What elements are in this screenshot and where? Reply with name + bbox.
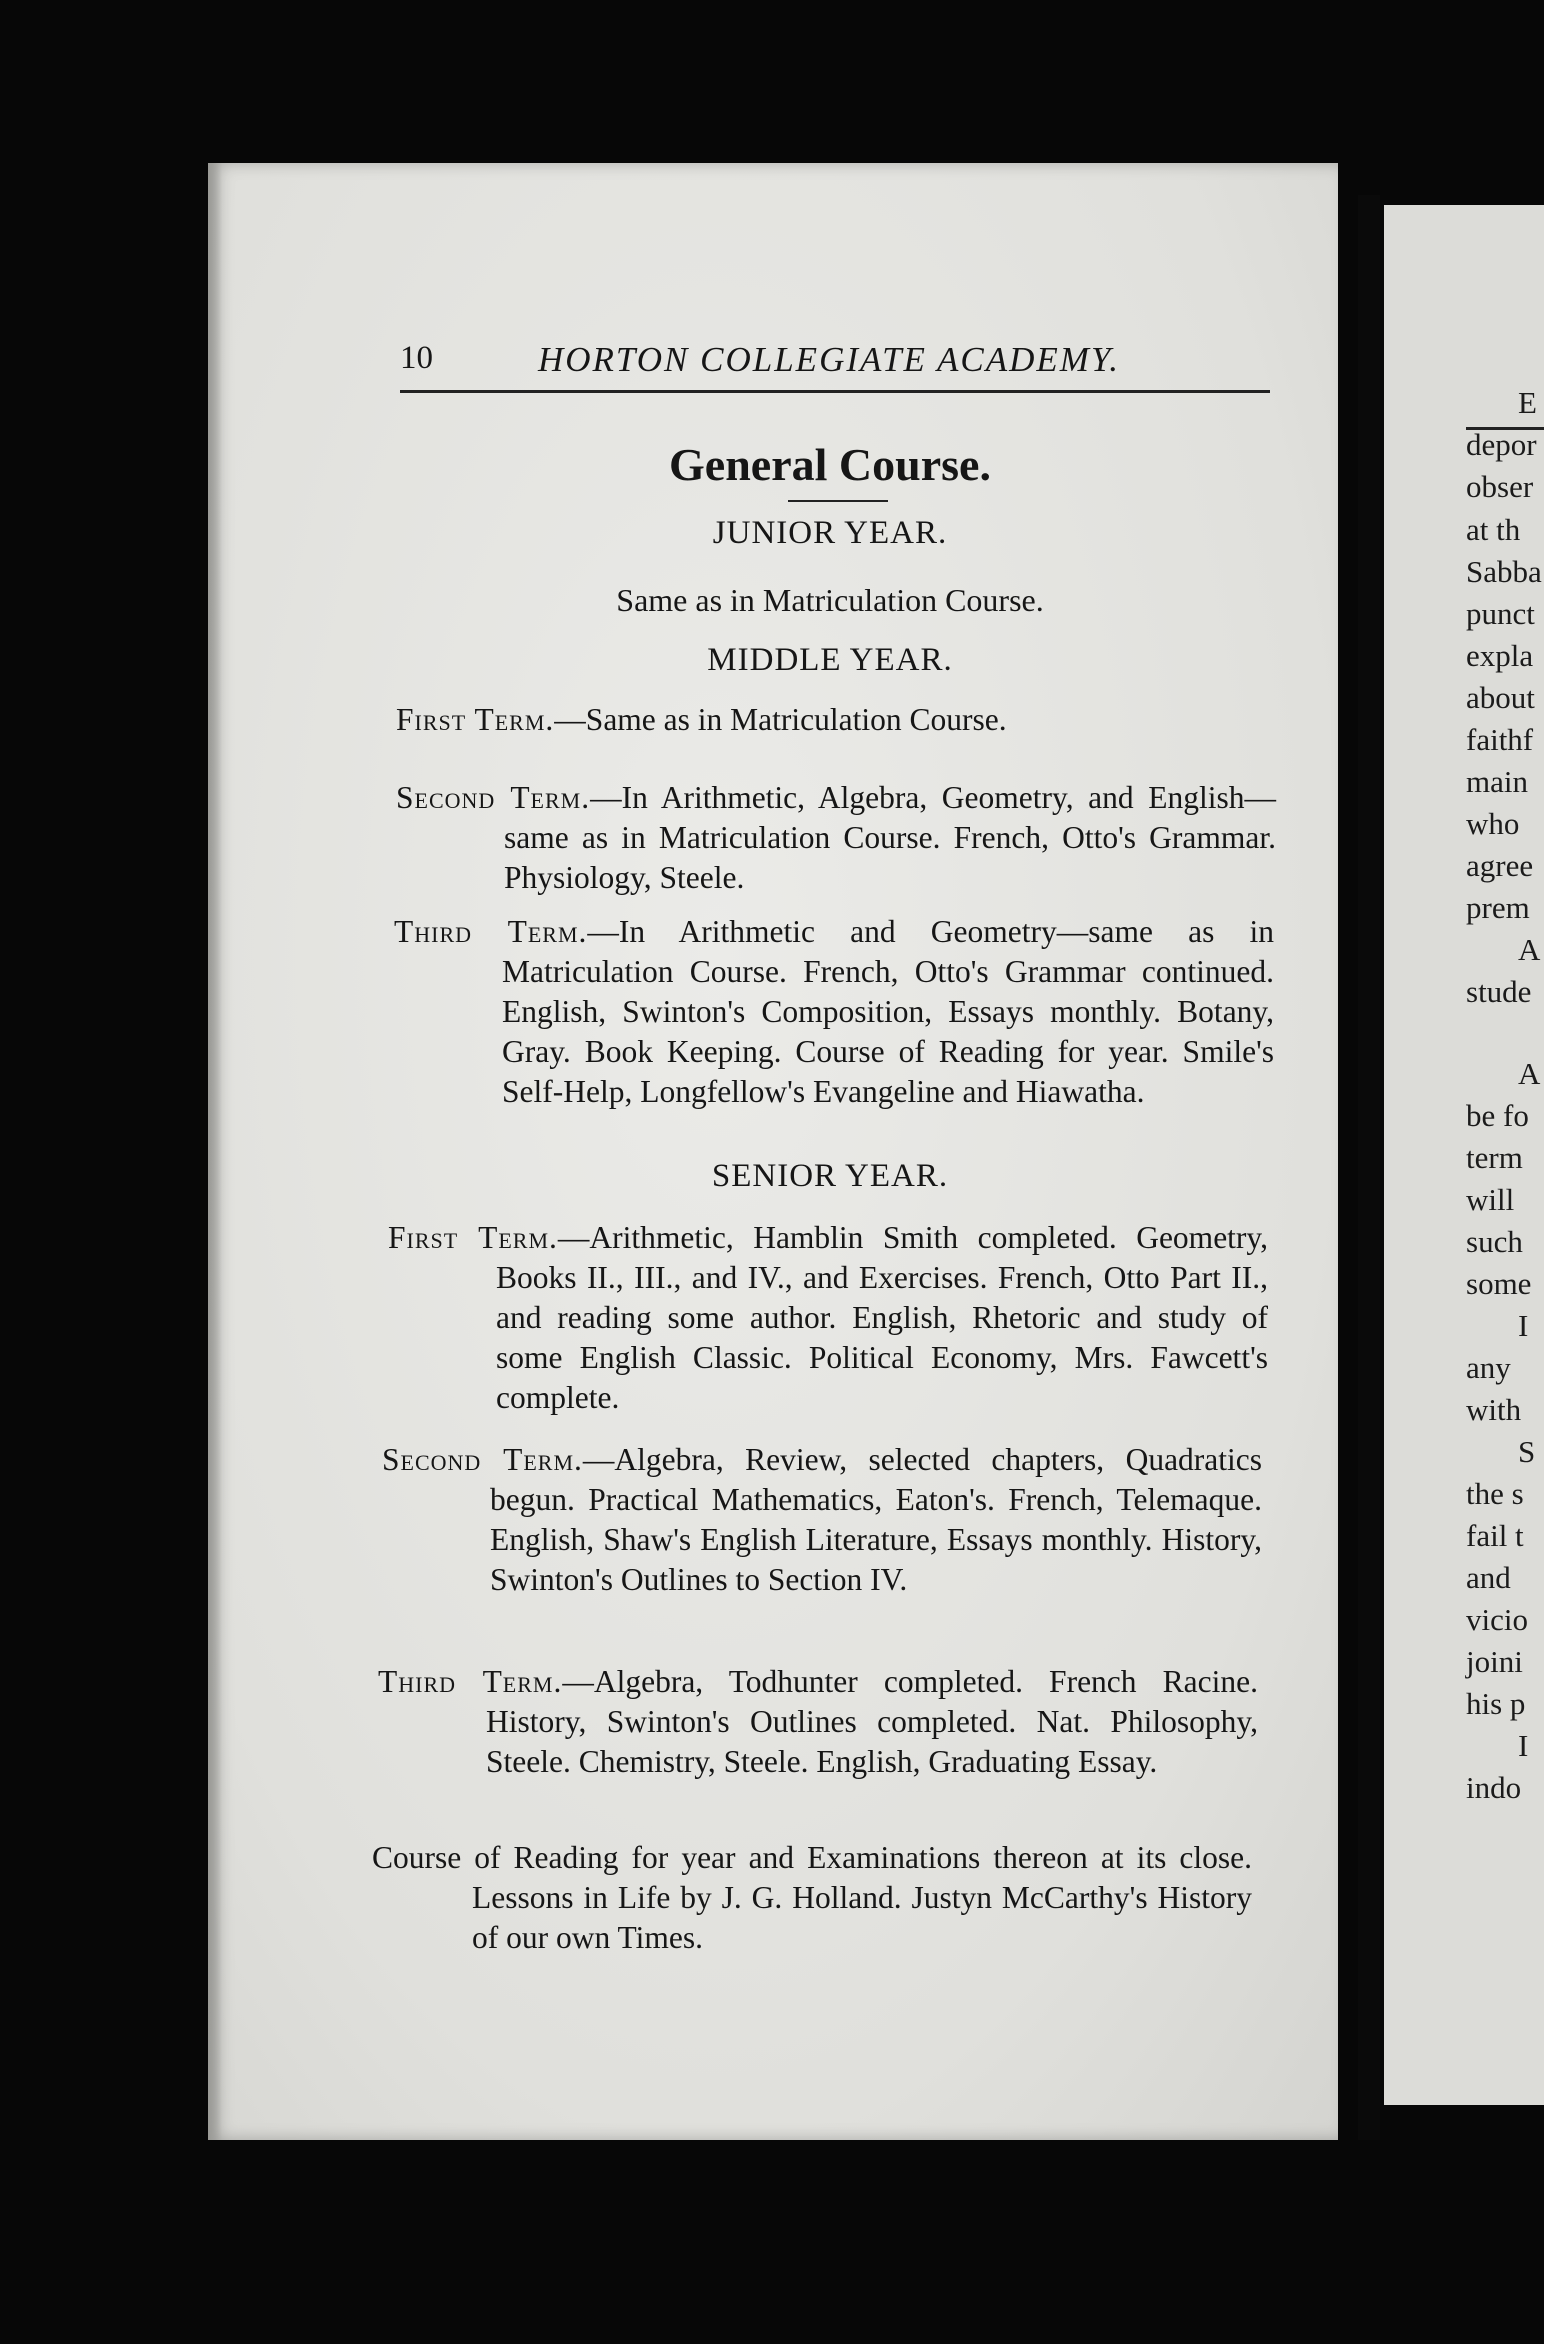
facing-page-fragment: main (1466, 764, 1528, 799)
facing-page-fragment: such (1466, 1224, 1523, 1259)
senior-first-term (388, 1218, 1268, 1418)
junior-year-text: Same as in Matriculation Course. (616, 582, 1044, 618)
term-text: —Algebra, Review, selected chapters, Quadratics begun. Practical Mathematics, Eaton's. French, Telemaque. English, Shaw's English Literature, Essays monthly. History, Swinton's Outlines to Section IV. (490, 1442, 1263, 1597)
term-text: —In Arithmetic, Algebra, Geometry, and English—same as in Matriculation Course. French, Otto's Grammar. Physiology, Steele. (504, 780, 1276, 895)
facing-page (1384, 205, 1544, 2105)
facing-page-fragment: S (1518, 1434, 1536, 1469)
title-rule (788, 500, 888, 502)
facing-page-fragment: expla (1466, 638, 1534, 673)
header-rule (400, 390, 1270, 393)
facing-page-fragment: fail t (1466, 1518, 1524, 1553)
term-label: Second Term. (382, 1442, 583, 1477)
term-label: First Term. (396, 702, 555, 737)
middle-second-term (396, 778, 1276, 898)
facing-page-fragment: obser (1466, 469, 1534, 504)
page-number: 10 (400, 340, 433, 376)
facing-page-fragment: agree (1466, 848, 1534, 883)
facing-page-fragment: A (1518, 932, 1541, 967)
junior-year-heading: JUNIOR YEAR. (712, 515, 948, 551)
term-label: Third Term. (394, 914, 588, 949)
term-label: Third Term. (378, 1664, 563, 1699)
facing-page-fragment: Sabba (1466, 554, 1542, 589)
facing-page-fragment: at th (1466, 512, 1521, 547)
facing-page-fragment: some (1466, 1266, 1532, 1301)
facing-page-fragment: any (1466, 1350, 1511, 1385)
facing-page-fragment: E (1518, 385, 1537, 420)
facing-page-fragment: I (1518, 1728, 1529, 1763)
facing-page-fragment: be fo (1466, 1098, 1529, 1133)
term-text: —Arithmetic, Hamblin Smith completed. Geometry, Books II., III., and IV., and Exercises. French, Otto Part II., and reading some author. English, Rhetoric and study of some English Classic. Political Economy, Mrs. Fawcett's complete. (496, 1220, 1268, 1415)
term-text: —In Arithmetic and Geometry—same as in Matriculation Course. French, Otto's Grammar continued. English, Swinton's Composition, Essays monthly. Botany, Gray. Book Keeping. Course of Reading for year. Smile's Self-Help, Longfellow's Evangeline and Hiawatha. (502, 914, 1274, 1109)
closing-reading: Course of Reading for year and Examinations thereon at its close. Lessons in Life by J. G. Holland. Justyn McCarthy's History of our own Times. (372, 1840, 1252, 1955)
facing-page-fragment: with (1466, 1392, 1522, 1427)
facing-page-fragment: about (1466, 680, 1535, 715)
facing-page-fragment: stude (1466, 974, 1532, 1009)
term-label: First Term. (388, 1220, 558, 1255)
facing-page-fragment: depor (1466, 427, 1537, 462)
facing-page-fragment: will (1466, 1182, 1515, 1217)
facing-page-fragment: and (1466, 1560, 1511, 1595)
term-label: Second Term. (396, 780, 591, 815)
facing-page-fragment: faithf (1466, 722, 1534, 757)
middle-year-heading: MIDDLE YEAR. (707, 642, 953, 678)
facing-page-fragment: punct (1466, 596, 1535, 631)
running-title: HORTON COLLEGIATE ACADEMY. (538, 340, 1120, 379)
facing-page-fragment: joini (1466, 1644, 1523, 1679)
facing-page-fragment: term (1466, 1140, 1523, 1175)
term-text: —Algebra, Todhunter completed. French Racine. History, Swinton's Outlines completed. Nat. Philosophy, Steele. Chemistry, Steele. English, Graduating Essay. (486, 1664, 1258, 1779)
senior-third-term (378, 1662, 1258, 1782)
middle-third-term (394, 912, 1274, 1112)
facing-page-fragment: who (1466, 806, 1520, 841)
facing-page-fragment: indo (1466, 1770, 1522, 1805)
term-text: —Same as in Matriculation Course. (554, 702, 1007, 737)
page-gutter (1358, 195, 1380, 2140)
running-head (400, 332, 1270, 412)
facing-page-fragment: A (1518, 1056, 1541, 1091)
facing-page-fragment: the s (1466, 1476, 1524, 1511)
senior-year-heading: SENIOR YEAR. (711, 1158, 949, 1194)
facing-page-fragment: vicio (1466, 1602, 1528, 1637)
facing-page-fragment: his p (1466, 1686, 1526, 1721)
facing-page-fragment: I (1518, 1308, 1529, 1343)
facing-page-fragment: prem (1466, 890, 1530, 925)
course-title: General Course. (669, 439, 991, 490)
middle-first-term (396, 700, 1276, 740)
senior-second-term (382, 1440, 1262, 1600)
